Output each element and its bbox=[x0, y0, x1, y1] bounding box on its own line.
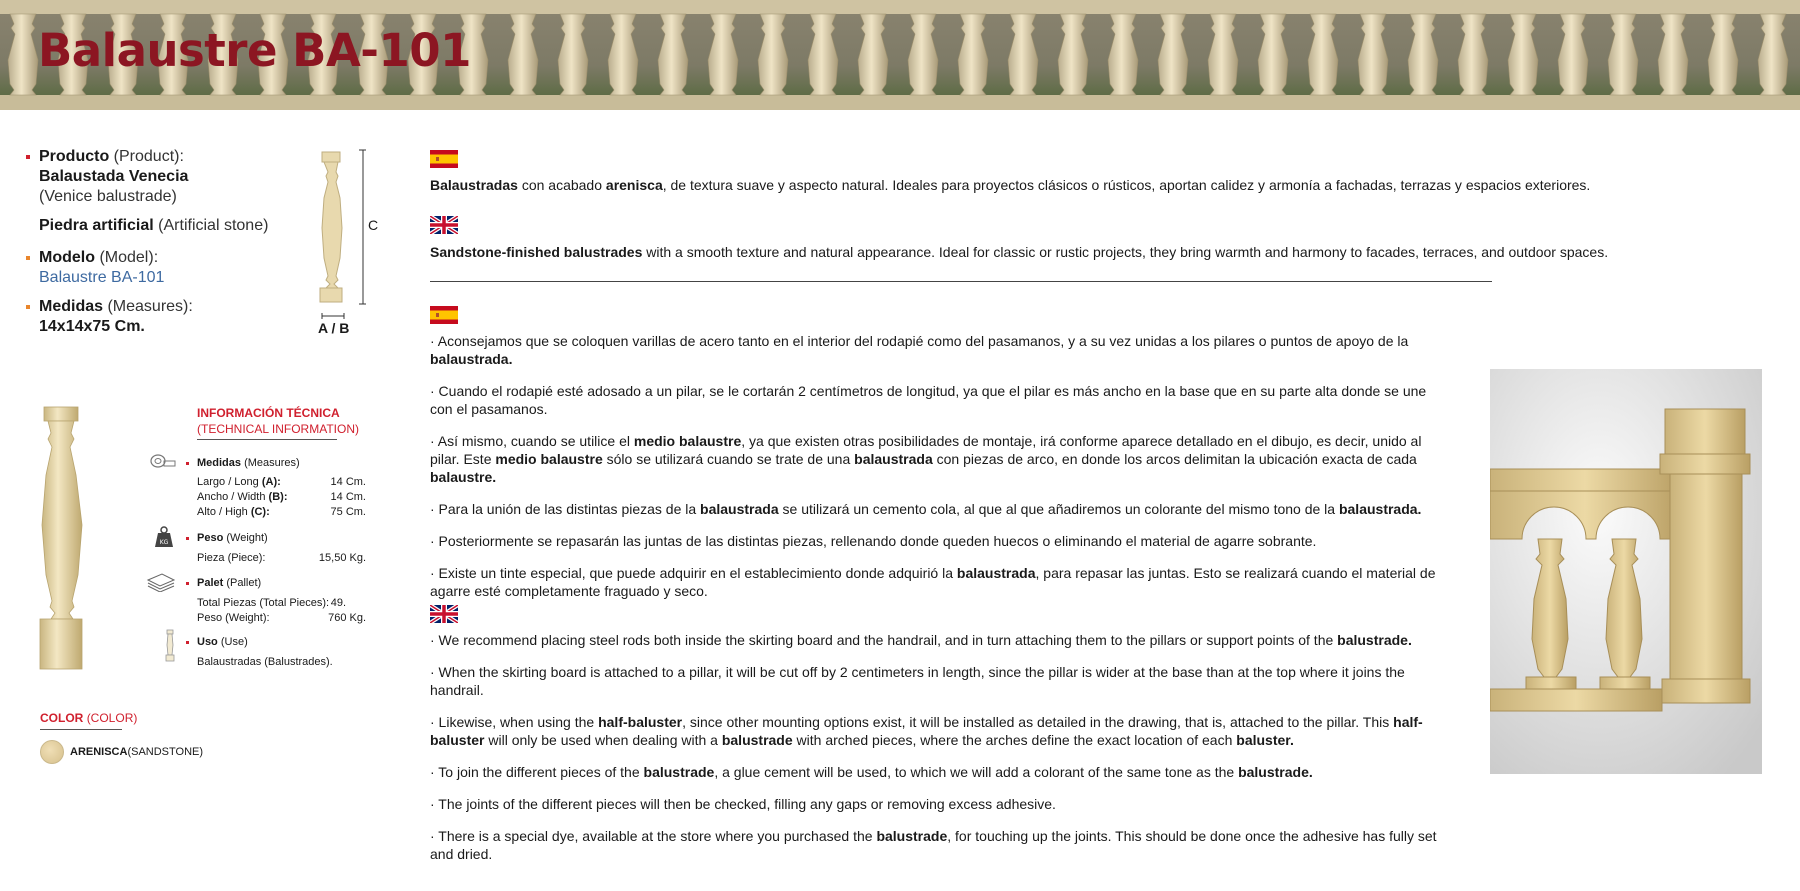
dimension-ab-label: A / B bbox=[318, 320, 350, 336]
banner-baluster bbox=[608, 14, 638, 95]
note-bold: balaustrada. bbox=[430, 351, 513, 367]
spec-row-value: 14 Cm. bbox=[330, 491, 366, 503]
spec-measures-label-en: (Measures) bbox=[244, 457, 300, 469]
spec-row-label: Total Piezas (Total Pieces): bbox=[197, 597, 330, 609]
banner-baluster bbox=[1608, 14, 1638, 95]
note-item bbox=[430, 763, 1450, 781]
spain-flag-icon bbox=[430, 306, 458, 324]
spec-use-value: Balaustradas (Balustrades). bbox=[197, 656, 333, 668]
note-bold: balustrade bbox=[643, 764, 715, 780]
note-text: · Así mismo, cuando se utilice el bbox=[430, 433, 634, 449]
spec-row bbox=[186, 551, 376, 566]
intro-es-b1: Balaustradas bbox=[430, 177, 518, 193]
banner-baluster bbox=[8, 14, 38, 95]
color-name-label-en: (SANDSTONE) bbox=[127, 746, 204, 758]
spec-row-label: Alto / High bbox=[197, 506, 251, 518]
model-value: Balaustre BA-101 bbox=[39, 269, 165, 286]
note-text: , ya que existen otras posibilidades de montaje, irá conforme aparece detallado en el dibujo, es decir, unido al pilar. Este bbox=[430, 433, 1422, 467]
color-heading bbox=[40, 711, 137, 725]
note-item bbox=[430, 827, 1450, 863]
banner-baluster bbox=[1058, 14, 1088, 95]
spec-row-value: 15,50 Kg. bbox=[318, 552, 366, 564]
banner-baluster bbox=[1558, 14, 1588, 95]
banner-baluster bbox=[858, 14, 888, 95]
spec-heading bbox=[186, 576, 376, 591]
bullet-marker bbox=[186, 537, 189, 540]
note-text: , a glue cement will be used, to which we will add a colorant of the same tone as the bbox=[714, 764, 1239, 780]
spec-row-key: (C): bbox=[250, 506, 270, 518]
section-divider bbox=[430, 281, 1492, 282]
header-banner bbox=[0, 0, 1800, 110]
note-bold: balaustre. bbox=[430, 469, 497, 485]
notes-es bbox=[430, 332, 1450, 614]
baluster-icon bbox=[164, 629, 176, 663]
technical-info-heading: INFORMACIÓN TÉCNICA bbox=[197, 406, 340, 420]
technical-info-title bbox=[197, 405, 359, 437]
spec-row bbox=[186, 505, 376, 520]
color-name-label: ARENISCA bbox=[70, 746, 128, 758]
banner-baluster bbox=[708, 14, 738, 95]
spec-use bbox=[186, 635, 376, 670]
bullet-marker bbox=[26, 305, 30, 309]
note-text: · Likewise, when using the bbox=[430, 714, 599, 730]
model-entry bbox=[26, 248, 296, 288]
note-text: · The joints of the different pieces will then be checked, filling any gaps or removing excess adhesive. bbox=[430, 796, 1056, 812]
banner-baluster bbox=[1508, 14, 1538, 95]
note-item bbox=[430, 332, 1450, 368]
note-bold: balaustrada bbox=[700, 501, 779, 517]
note-item bbox=[430, 795, 1450, 813]
spec-heading bbox=[186, 531, 376, 546]
spec-row-label: Pieza (Piece): bbox=[197, 552, 266, 564]
banner-baluster bbox=[1758, 14, 1788, 95]
spec-row bbox=[186, 596, 376, 611]
note-text: · When the skirting board is attached to a pillar, it will be cut off by 2 centimeters in length, since the pillar is wider at the base than at the top where it joins the handrail. bbox=[430, 664, 1405, 698]
banner-baluster bbox=[1008, 14, 1038, 95]
bullet-marker bbox=[186, 641, 189, 644]
spec-row-label: Peso (Weight): bbox=[197, 612, 270, 624]
intro-es-b2: arenisca bbox=[605, 177, 663, 193]
uk-flag-icon bbox=[430, 216, 458, 234]
note-item bbox=[430, 382, 1450, 418]
note-bold: baluster. bbox=[1236, 732, 1294, 748]
note-text: , since other mounting options exist, it will be installed as detailed in the drawing, that is, attached to the pillar. This bbox=[682, 714, 1394, 730]
bullet-marker bbox=[186, 582, 189, 585]
spec-pallet bbox=[186, 576, 376, 626]
note-text: sólo se utilizará cuando se trate de una bbox=[602, 451, 855, 467]
divider bbox=[40, 729, 122, 730]
spec-row-key: (A): bbox=[261, 476, 281, 488]
dimension-c-label: C bbox=[368, 217, 379, 233]
spec-weight-label: Peso bbox=[197, 532, 224, 544]
measures-entry bbox=[26, 297, 296, 337]
note-bold: balaustrada bbox=[854, 451, 933, 467]
measures-label-en: (Measures): bbox=[107, 298, 193, 315]
banner-baluster bbox=[908, 14, 938, 95]
bullet-marker bbox=[26, 155, 30, 159]
color-name bbox=[70, 746, 203, 758]
note-item bbox=[430, 713, 1450, 749]
note-text: con piezas de arco, en donde los arcos delimitan la ubicación exacta de cada bbox=[932, 451, 1417, 467]
banner-baluster bbox=[758, 14, 788, 95]
note-text: · Posteriormente se repasarán las juntas de las distintas piezas, rellenando donde queden huecos o eliminando el material de agarre sobrante. bbox=[430, 533, 1317, 549]
uk-flag-icon bbox=[430, 605, 458, 623]
spec-row-label: Largo / Long bbox=[197, 476, 262, 488]
intro-es-t2: , de textura suave y aspecto natural. Ideales para proyectos clásicos o rústicos, aportan calidez y armonía a fachadas, terrazas y espacios exteriores. bbox=[662, 177, 1591, 193]
note-text: · To join the different pieces of the bbox=[430, 764, 644, 780]
baluster-product-image bbox=[36, 405, 98, 671]
spec-pallet-label: Palet bbox=[197, 577, 224, 589]
note-text: with arched pieces, where the arches define the exact location of each bbox=[792, 732, 1237, 748]
note-item bbox=[430, 432, 1450, 486]
banner-baluster bbox=[1208, 14, 1238, 95]
spec-row bbox=[186, 490, 376, 505]
note-text: · Para la unión de las distintas piezas de la bbox=[430, 501, 701, 517]
note-item bbox=[430, 663, 1450, 699]
note-bold: medio balaustre bbox=[495, 451, 603, 467]
spec-weight bbox=[186, 531, 376, 566]
note-item bbox=[430, 631, 1450, 649]
spec-row-value: 75 Cm. bbox=[330, 506, 366, 518]
note-text: · Aconsejamos que se coloquen varillas de acero tanto en el interior del rodapié como del pasamanos, y a su vez unidas a los pilares o puntos de apoyo de la bbox=[430, 333, 1409, 349]
intro-es-t1: con acabado bbox=[517, 177, 606, 193]
spec-row-value: 760 Kg. bbox=[328, 612, 366, 624]
weight-icon bbox=[154, 526, 174, 548]
spec-measures-label: Medidas bbox=[197, 457, 242, 469]
note-text: · We recommend placing steel rods both inside the skirting board and the handrail, and in turn attaching them to the pillars or support points of the bbox=[430, 632, 1338, 648]
intro-en bbox=[430, 243, 1610, 261]
bullet-marker bbox=[26, 256, 30, 260]
note-bold: balaustrada. bbox=[1338, 501, 1422, 517]
spec-row bbox=[186, 611, 376, 626]
material-label-en: (Artificial stone) bbox=[158, 217, 269, 234]
intro-en-b1: Sandstone-finished balustrades bbox=[430, 244, 643, 260]
note-bold: balustrade. bbox=[1337, 632, 1412, 648]
note-bold: half-baluster bbox=[430, 714, 1423, 748]
product-name: Balaustada Venecia bbox=[39, 168, 189, 185]
bullet-marker bbox=[186, 462, 189, 465]
spec-row-key: (B): bbox=[268, 491, 288, 503]
product-label: Producto bbox=[39, 148, 110, 165]
measures-value: 14x14x75 Cm. bbox=[39, 318, 145, 335]
spec-pallet-label-en: (Pallet) bbox=[226, 577, 262, 589]
banner-baluster bbox=[1408, 14, 1438, 95]
intro-es bbox=[430, 176, 1610, 194]
model-label-en: (Model): bbox=[99, 249, 159, 266]
installation-photo bbox=[1490, 369, 1762, 774]
banner-baluster bbox=[1108, 14, 1138, 95]
note-text: will only be used when dealing with a bbox=[484, 732, 722, 748]
product-entry bbox=[26, 147, 296, 207]
banner-baluster bbox=[1158, 14, 1188, 95]
material-entry bbox=[26, 217, 296, 235]
technical-info-heading-en: (TECHNICAL INFORMATION) bbox=[197, 422, 359, 436]
note-text: , para repasar las juntas. Esto se realizará cuando el material de agarre esté completamente fraguado y seco. bbox=[430, 565, 1436, 599]
color-heading-label: COLOR bbox=[40, 711, 84, 725]
note-bold: balaustrada bbox=[956, 565, 1036, 581]
note-bold: balustrade bbox=[721, 732, 793, 748]
banner-baluster bbox=[958, 14, 988, 95]
banner-baluster bbox=[1658, 14, 1688, 95]
intro-en-t1: with a smooth texture and natural appearance. Ideal for classic or rustic projects, they bring warmth and harmony to facades, terraces, and outdoor spaces. bbox=[642, 244, 1609, 260]
baluster-dimension-figure bbox=[316, 148, 366, 326]
notes-en bbox=[430, 631, 1450, 877]
note-text: · There is a special dye, available at the store where you purchased the bbox=[430, 828, 877, 844]
spec-row-label: Ancho / Width bbox=[197, 491, 269, 503]
divider bbox=[197, 439, 337, 440]
note-item bbox=[430, 532, 1450, 550]
spec-row bbox=[186, 655, 376, 670]
note-text: se utilizará un cemento cola, al que al que añadiremos un colorante del mismo tono de la bbox=[778, 501, 1339, 517]
banner-baluster bbox=[508, 14, 538, 95]
note-item bbox=[430, 500, 1450, 518]
note-bold: balustrade bbox=[876, 828, 948, 844]
note-bold: balustrade. bbox=[1238, 764, 1313, 780]
banner-baluster bbox=[1708, 14, 1738, 95]
color-swatch bbox=[40, 740, 64, 764]
model-label: Modelo bbox=[39, 249, 95, 266]
product-summary bbox=[26, 147, 296, 346]
note-text: , for touching up the joints. This should be done once the adhesive has fully set and dried. bbox=[430, 828, 1437, 862]
spec-row-value: 49. bbox=[330, 597, 346, 609]
spec-heading bbox=[186, 635, 376, 650]
spec-row-value: 14 Cm. bbox=[330, 476, 366, 488]
spec-heading bbox=[186, 456, 376, 471]
spec-measures bbox=[186, 456, 376, 520]
page-title: Balaustre BA-101 bbox=[38, 24, 471, 77]
tape-measure-icon bbox=[150, 453, 176, 469]
spec-row bbox=[186, 475, 376, 490]
note-text: · Cuando el rodapié esté adosado a un pilar, se le cortarán 2 centímetros de longitud, ya que el pilar es más ancho en la base que en su parte alta donde se une con el pasamanos. bbox=[430, 383, 1427, 417]
note-bold: half-baluster bbox=[598, 714, 683, 730]
pallet-icon bbox=[146, 572, 176, 592]
note-item bbox=[430, 564, 1450, 600]
banner-baluster bbox=[1458, 14, 1488, 95]
spain-flag-icon bbox=[430, 150, 458, 168]
banner-baluster bbox=[1358, 14, 1388, 95]
product-label-en: (Product): bbox=[113, 148, 184, 165]
banner-baluster bbox=[658, 14, 688, 95]
banner-baluster bbox=[808, 14, 838, 95]
banner-baluster bbox=[1258, 14, 1288, 95]
note-text: · Existe un tinte especial, que puede adquirir en el establecimiento donde adquirió la bbox=[430, 565, 957, 581]
color-heading-label-en: (COLOR) bbox=[86, 711, 138, 725]
spec-weight-label-en: (Weight) bbox=[226, 532, 268, 544]
spec-use-label-en: (Use) bbox=[220, 636, 248, 648]
material-label: Piedra artificial bbox=[39, 217, 154, 234]
banner-baluster bbox=[1308, 14, 1338, 95]
spec-use-label: Uso bbox=[197, 636, 218, 648]
product-name-en: (Venice balustrade) bbox=[39, 188, 177, 205]
weight-icon-text: KG bbox=[159, 539, 169, 546]
measures-label: Medidas bbox=[39, 298, 104, 315]
banner-baluster bbox=[558, 14, 588, 95]
note-bold: medio balaustre bbox=[633, 433, 742, 449]
